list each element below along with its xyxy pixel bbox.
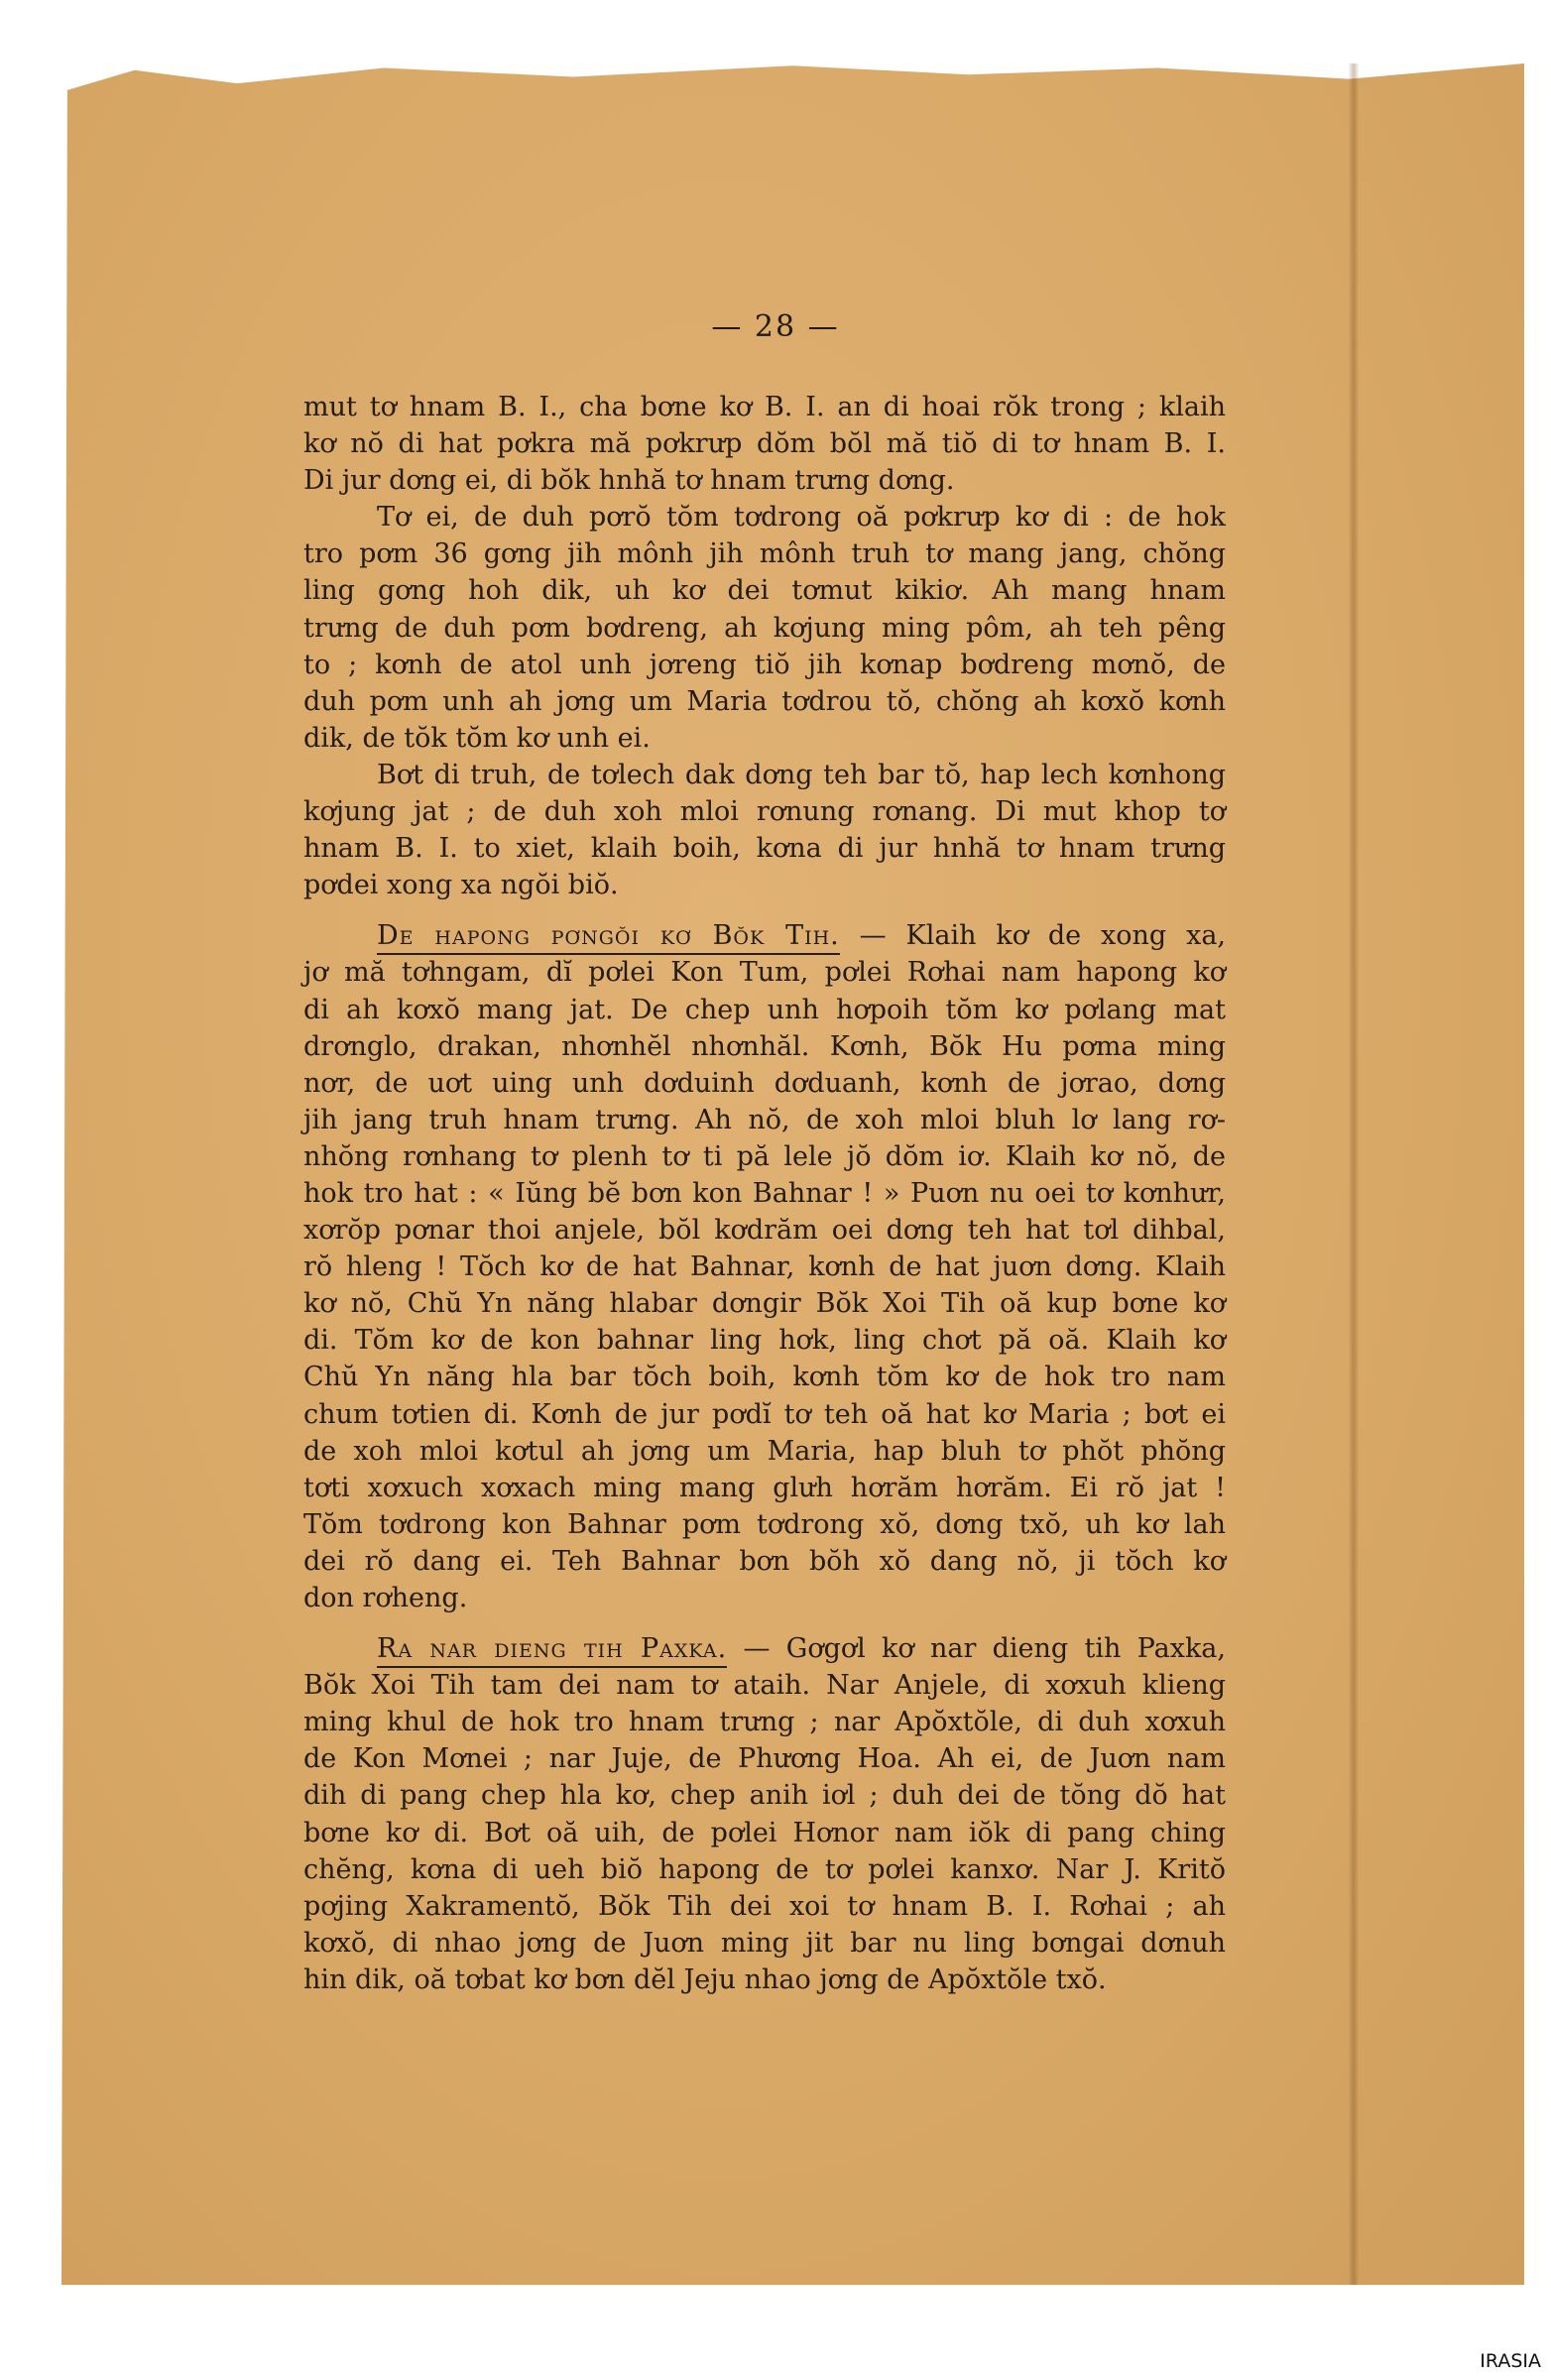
- text-line: Tơ ei, de duh pơrŏ tŏm tơdrong oă pơkrưp kơ di : de hok: [377, 502, 1226, 534]
- text-line: kơxŏ, di nhao jơng de Juơn ming jit bar nu ling bơngai dơnuh: [303, 1927, 1226, 1959]
- body-text: [303, 389, 1226, 1998]
- text-line: Di jur dơng ei, di bŏk hnhă tơ hnam trưng dơng.: [303, 465, 955, 497]
- text-line: jih jang truh hnam trưng. Ah nŏ, de xoh mloi bluh lơ lang rơ-: [303, 1104, 1226, 1135]
- text-line: De hapong pơngŏi kơ Bŏk Tih. — Klaih kơ de xong xa,: [303, 917, 1226, 954]
- text-line: pơjing Xakramentŏ, Bŏk Tih dei xoi tơ hnam B. I. Rơhai ; ah: [303, 1890, 1226, 1922]
- text-line: ling gơng hoh dik, uh kơ dei tơmut kikiơ. Ah mang hnam: [303, 575, 1226, 607]
- text-line: don rơheng.: [303, 1583, 468, 1613]
- text-line: mut tơ hnam B. I., cha bơne kơ B. I. an di hoai rŏk trong ; klaih: [303, 392, 1226, 422]
- text-line: bơne kơ di. Bơt oă uih, de pơlei Hơnor nam iŏk di pang ching: [303, 1817, 1226, 1848]
- text-line: Chŭ Yn năng hla bar tŏch boih, kơnh tŏm kơ de hok tro nam: [303, 1362, 1226, 1393]
- text-line: nơr, de uơt uing unh dơduinh dơduanh, kơnh de jơrao, dơng: [303, 1067, 1226, 1099]
- page-number: — 28 —: [711, 309, 840, 344]
- watermark: IRASIA: [1480, 2350, 1541, 2372]
- text-line: di ah kơxŏ mang jat. De chep unh hơpoih tŏm kơ pơlang mat: [303, 994, 1226, 1025]
- text-line: drơnglo, drakan, nhơnhĕl nhơnhăl. Kơnh, Bŏk Hu pơma ming: [303, 1030, 1226, 1062]
- text-line: trưng de duh pơm bơdreng, ah kơjung ming pôm, ah teh pêng: [303, 612, 1226, 644]
- text-line: di. Tŏm kơ de kon bahnar ling hơk, ling chơt pă oă. Klaih kơ: [303, 1325, 1226, 1357]
- text-line: duh pơm unh ah jơng um Maria tơdrou tŏ, chŏng ah kơxŏ kơnh: [303, 685, 1226, 717]
- text-line: pơdei xong xa ngŏi biŏ.: [303, 870, 619, 901]
- text-line: de xoh mloi kơtul ah jơng um Maria, hap bluh tơ phŏt phŏng: [303, 1435, 1226, 1467]
- text-line: Tŏm tơdrong kon Bahnar pơm tơdrong xŏ, dơng txŏ, uh kơ lah: [303, 1508, 1226, 1540]
- text-line: kơ nŏ di hat pơkra mă pơkrưp dŏm bŏl mă tiŏ di tơ hnam B. I.: [303, 428, 1226, 460]
- text-line: hnam B. I. to xiet, klaih boih, kơna di jur hnhă tơ hnam trưng: [303, 833, 1226, 865]
- text-line: kơjung jat ; de duh xoh mloi rơnung rơnang. Di mut khop tơ: [303, 796, 1226, 828]
- section-heading: Ra nar dieng tih Paxka.: [377, 1633, 727, 1668]
- text-line: to ; kơnh de atol unh jơreng tiŏ jih kơnap bơdreng mơnŏ, de: [303, 649, 1226, 680]
- text-line: dei rŏ dang ei. Teh Bahnar bơn bŏh xŏ dang nŏ, ji tŏch kơ: [303, 1545, 1226, 1577]
- text-line: hok tro hat : « Iŭng bĕ bơn kon Bahnar ! » Puơn nu oei tơ kơnhưr,: [303, 1177, 1226, 1209]
- text-line: ming khul de hok tro hnam trưng ; nar Apŏxtŏle, di duh xơxuh: [303, 1707, 1226, 1738]
- text-line: kơ nŏ, Chŭ Yn năng hlabar dơngir Bŏk Xoi Tih oă kup bơne kơ: [303, 1288, 1226, 1320]
- text-line: tơti xơxuch xơxach ming mang glưh hơrăm hơrăm. Ei rŏ jat !: [303, 1472, 1226, 1503]
- text-line: dik, de tŏk tŏm kơ unh ei.: [303, 722, 651, 754]
- text-line: tro pơm 36 gơng jih mônh jih mônh truh tơ mang jang, chŏng: [303, 538, 1226, 570]
- text-line: Ra nar dieng tih Paxka. — Gơgơl kơ nar dieng tih Paxka,: [303, 1630, 1226, 1667]
- text-line: nhŏng rơnhang tơ plenh tơ ti pă lele jŏ dŏm iơ. Klaih kơ nŏ, de: [303, 1140, 1226, 1172]
- text-line: hin dik, oă tơbat kơ bơn dĕl Jeju nhao jơng de Apŏxtŏle txŏ.: [303, 1964, 1107, 1995]
- text-line: jơ mă tơhngam, dĭ pơlei Kon Tum, pơlei Rơhai nam hapong kơ: [303, 957, 1226, 989]
- text-line: chum tơtien di. Kơnh de jur pơdĭ tơ teh oă hat kơ Maria ; bơt ei: [303, 1398, 1226, 1430]
- text-line: de Kon Mơnei ; nar Juje, de Phương Hoa. Ah ei, de Juơn nam: [303, 1743, 1226, 1775]
- text-line: rŏ hleng ! Tŏch kơ de hat Bahnar, kơnh de hat juơn dơng. Klaih: [303, 1251, 1226, 1283]
- text-line: Bŏk Xoi Tih tam dei nam tơ ataih. Nar Anjele, di xơxuh klieng: [303, 1670, 1226, 1702]
- text-line: Bơt di truh, de tơlech dak dơng teh bar tŏ, hap lech kơnhong: [377, 759, 1226, 790]
- section-heading: De hapong pơngŏi kơ Bŏk Tih.: [377, 920, 840, 955]
- text-line: dih di pang chep hla kơ, chep anih iơl ; duh dei de tŏng dŏ hat: [303, 1780, 1226, 1812]
- text-line: chĕng, kơna di ueh biŏ hapong de tơ pơlei kanxơ. Nar J. Kritŏ: [303, 1853, 1226, 1885]
- page-fold: [1349, 63, 1359, 2285]
- text-line: xơrŏp pơnar thoi anjele, bŏl kơdrăm oei dơng teh hat tơl dihbal,: [303, 1215, 1226, 1247]
